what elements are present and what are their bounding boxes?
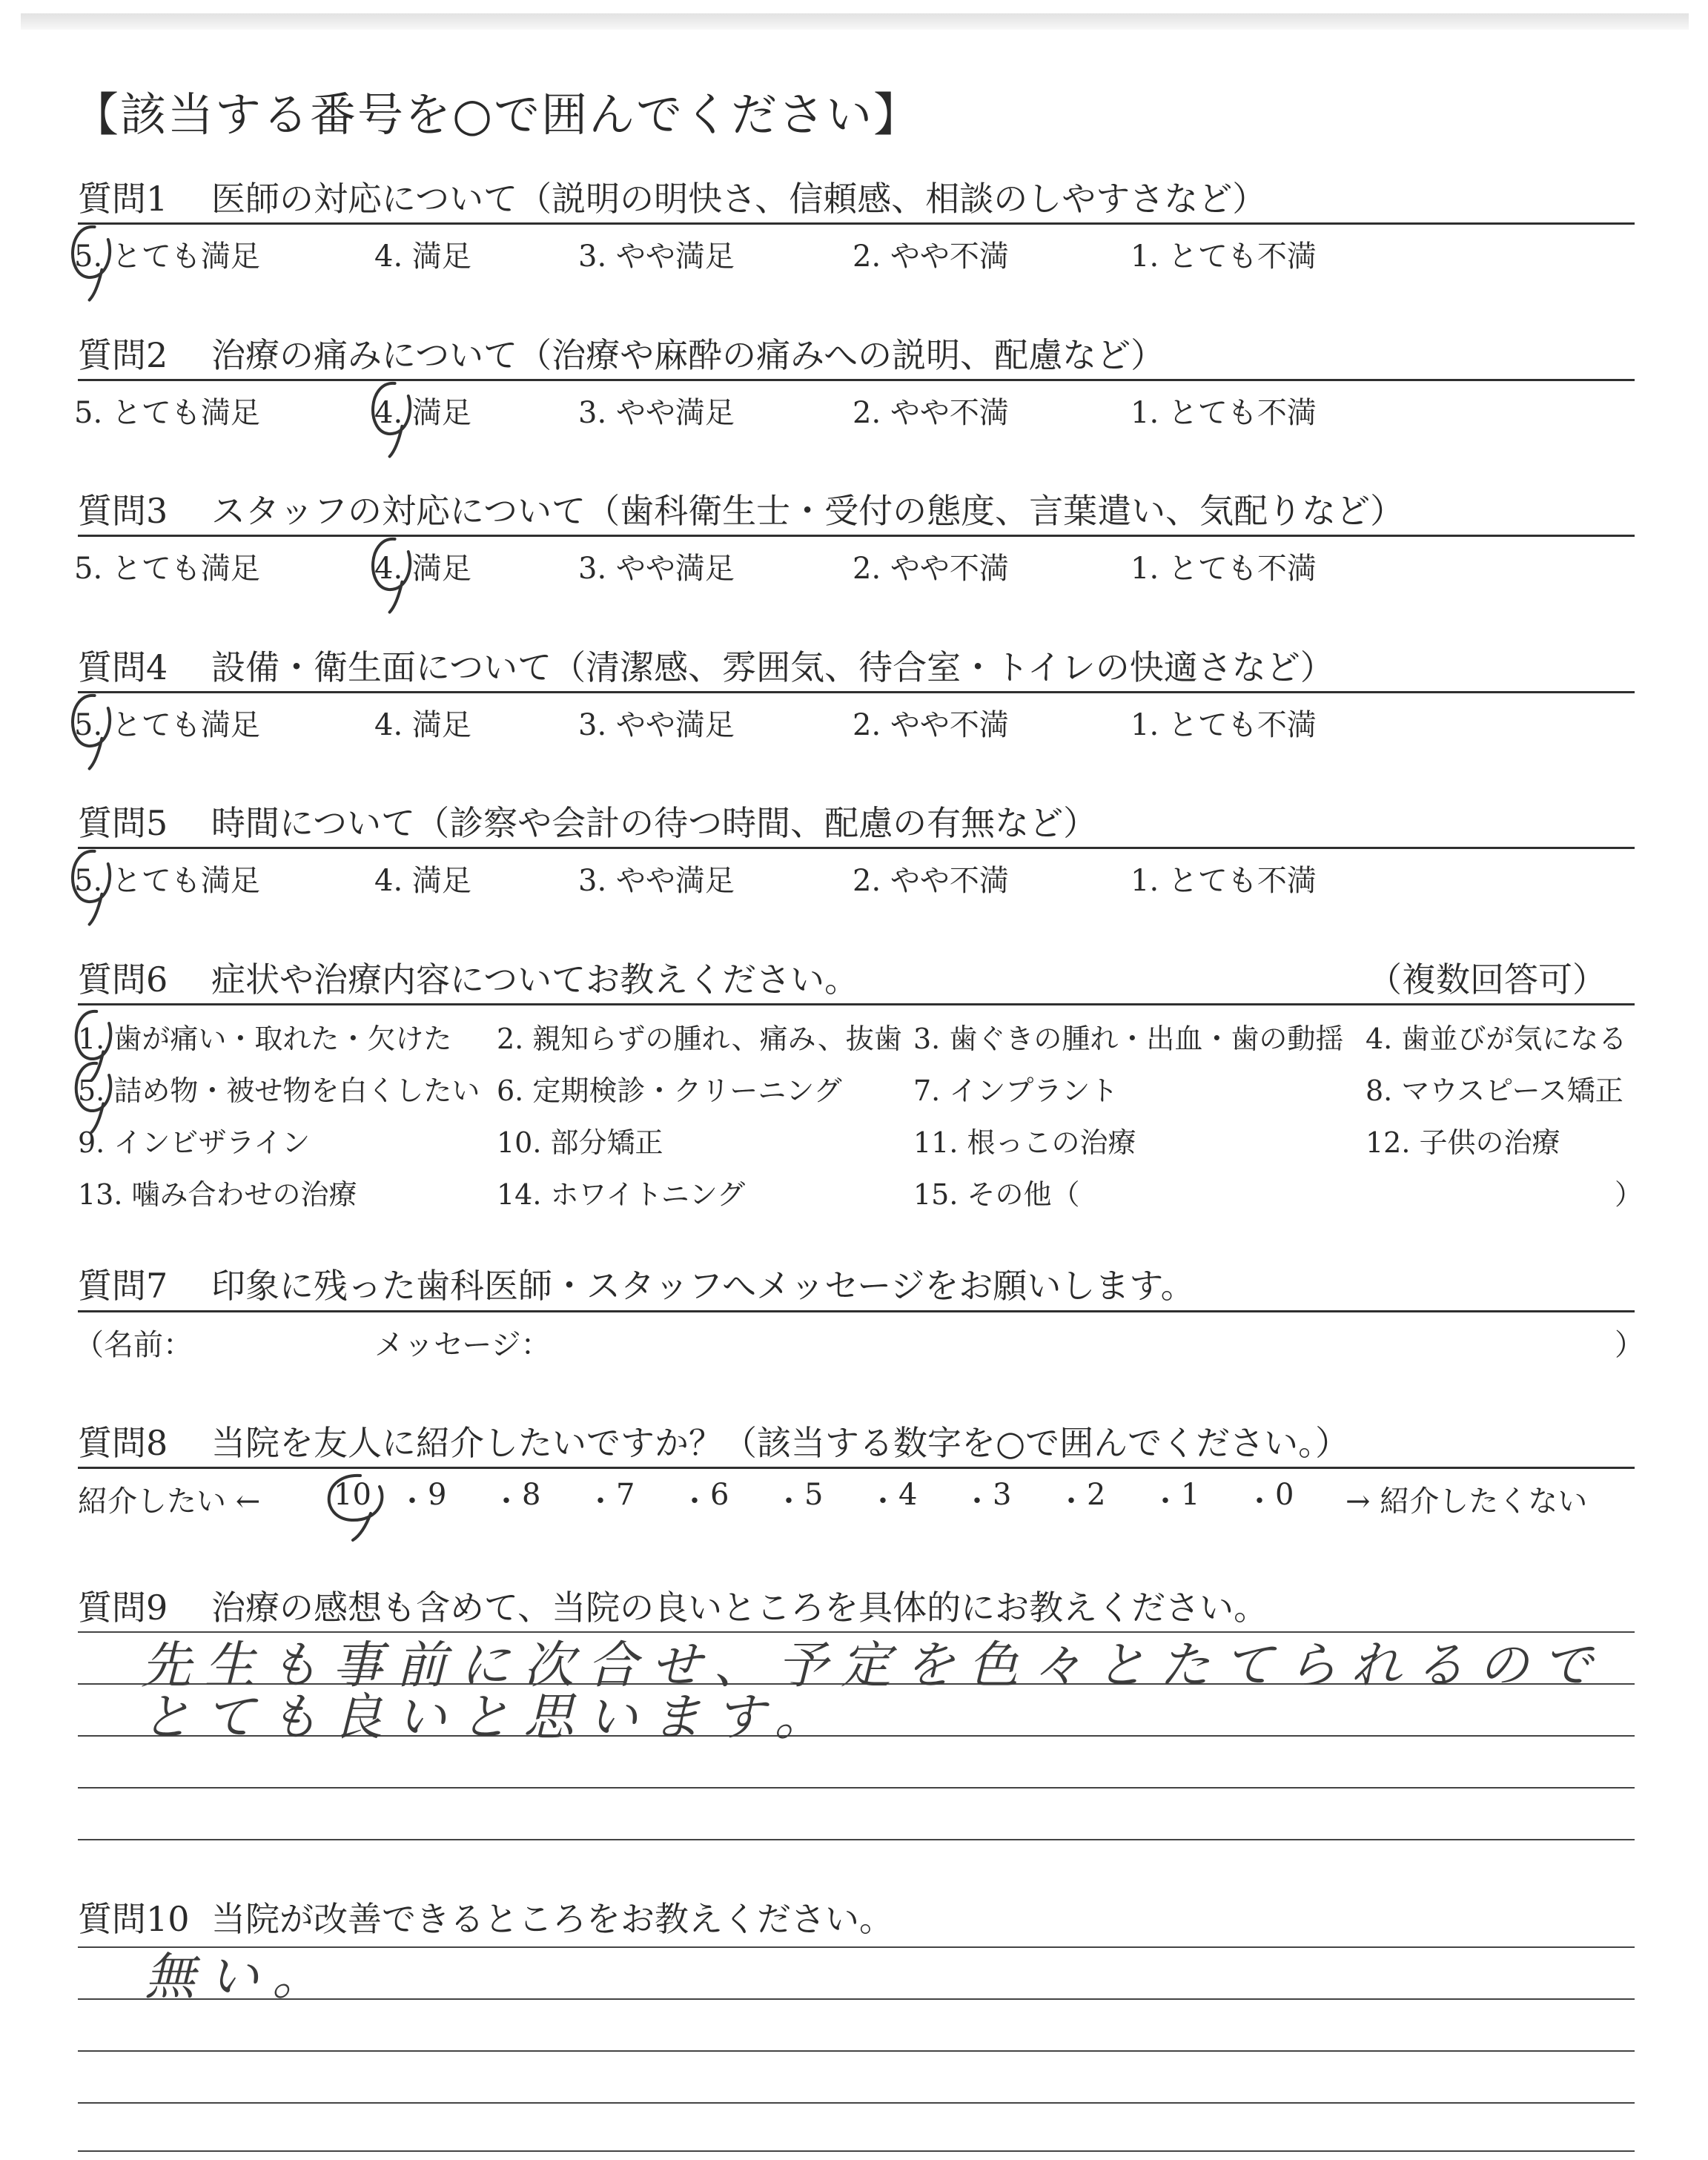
rating-option: 5. とても満足 <box>74 240 260 274</box>
rating-option: 2. やや不満 <box>853 240 1009 274</box>
rating-option: 3. やや満足 <box>578 864 735 898</box>
question-label: 質問3 <box>78 491 168 531</box>
q6-option: 4. 歯並びが気になる <box>1366 1023 1627 1055</box>
q7-name-label: （名前： <box>74 1328 193 1362</box>
q6-option: 7. インプラント <box>913 1074 1119 1107</box>
q6-label: 質問6 <box>78 960 168 1000</box>
q7-label: 質問7 <box>78 1266 168 1306</box>
q6-option: 10. 部分矯正 <box>497 1126 663 1159</box>
q6-option: 11. 根っこの治療 <box>913 1126 1136 1159</box>
page-title: 【該当する番号を○で囲んでください】 <box>73 87 921 142</box>
scale-separator-dot: ・ <box>586 1484 615 1519</box>
q6-option: 2. 親知らずの腫れ、痛み、抜歯 <box>497 1023 902 1055</box>
q6-text: 症状や治療内容についてお教えください。 <box>211 960 859 1000</box>
scale-separator-dot: ・ <box>868 1484 898 1519</box>
rating-option: 1. とても不満 <box>1131 396 1317 430</box>
q9-text: 治療の感想も含めて、当院の良いところを具体的にお教えください。 <box>211 1588 1268 1628</box>
selected-answer-circle <box>73 696 110 769</box>
question-label: 質問1 <box>78 179 168 219</box>
rating-option: 1. とても不満 <box>1131 708 1317 742</box>
q9-handwritten-answer-line: 先生も事前に次合せ、予定を色々とたてられるので <box>141 1636 1606 1695</box>
question-text: 治療の痛みについて（治療や麻酔の痛みへの説明、配慮など） <box>211 335 1165 375</box>
q6-option: 15. その他（ <box>913 1178 1080 1211</box>
selected-answer-circle <box>73 227 110 300</box>
q6-option: 3. 歯ぐきの腫れ・出血・歯の動揺 <box>913 1023 1344 1055</box>
q10-handwritten-answer-line: 無い。 <box>145 1948 337 2007</box>
q8-label: 質問8 <box>78 1423 168 1463</box>
q6-option: 1. 歯が痛い・取れた・欠けた <box>78 1023 452 1055</box>
q6-option: 12. 子供の治療 <box>1366 1126 1560 1159</box>
selected-answer-circle <box>329 1476 383 1540</box>
q6-option: ） <box>1615 1178 1644 1211</box>
q6-option: 14. ホワイトニング <box>497 1178 746 1211</box>
question-text: 時間について（診察や会計の待つ時間、配慮の有無など） <box>211 803 1098 843</box>
scale-number: 7 <box>616 1478 635 1512</box>
q10-text: 当院が改善できるところをお教えください。 <box>211 1899 893 1939</box>
rating-option: 3. やや満足 <box>578 552 735 586</box>
q8-right-label: → 紹介したくない <box>1345 1484 1588 1519</box>
scale-number: 3 <box>993 1478 1012 1512</box>
question-text: 設備・衛生面について（清潔感、雰囲気、待合室・トイレの快適さなど） <box>211 647 1334 687</box>
rating-option: 4. 満足 <box>374 708 471 742</box>
q6-option: 8. マウスピース矯正 <box>1366 1074 1623 1107</box>
scale-separator-dot: ・ <box>1245 1484 1274 1519</box>
rating-option: 4. 満足 <box>374 240 471 274</box>
rating-option: 5. とても満足 <box>74 396 260 430</box>
q7-message-label: メッセージ： <box>374 1328 551 1362</box>
rating-option: 1. とても不満 <box>1131 552 1317 586</box>
scale-separator-dot: ・ <box>397 1484 427 1519</box>
scale-separator-dot: ・ <box>680 1484 709 1519</box>
question-text: 医師の対応について（説明の明快さ、信頼感、相談のしやすさなど） <box>211 179 1267 219</box>
rating-option: 4. 満足 <box>374 396 471 430</box>
q9-handwritten-answer-line: とても良いと思います。 <box>141 1688 838 1747</box>
rating-option: 1. とても不満 <box>1131 240 1317 274</box>
rating-option: 5. とても満足 <box>74 552 260 586</box>
q6-option: 5. 詰め物・被せ物を白くしたい <box>78 1074 480 1107</box>
rating-option: 2. やや不満 <box>853 396 1009 430</box>
scale-separator-dot: ・ <box>491 1484 521 1519</box>
selected-answer-circle <box>73 851 110 925</box>
scale-separator-dot: ・ <box>1056 1484 1086 1519</box>
rating-option: 3. やや満足 <box>578 708 735 742</box>
scale-number: 0 <box>1275 1478 1294 1512</box>
rating-option: 5. とても満足 <box>74 864 260 898</box>
scale-number: 5 <box>804 1478 824 1512</box>
q8-text: 当院を友人に紹介したいですか？（該当する数字を○で囲んでください。） <box>211 1423 1350 1463</box>
rating-option: 5. とても満足 <box>74 708 260 742</box>
question-label: 質問4 <box>78 647 168 687</box>
scale-number: 9 <box>428 1478 447 1512</box>
q7-close-paren: ） <box>1615 1328 1644 1362</box>
rating-option: 2. やや不満 <box>853 552 1009 586</box>
scale-number: 4 <box>898 1478 918 1512</box>
scale-number: 6 <box>710 1478 729 1512</box>
scale-separator-dot: ・ <box>774 1484 804 1519</box>
rating-option: 4. 満足 <box>374 552 471 586</box>
rating-option: 4. 満足 <box>374 864 471 898</box>
q6-option: 6. 定期検診・クリーニング <box>497 1074 842 1107</box>
rating-option: 2. やや不満 <box>853 864 1009 898</box>
q7-text: 印象に残った歯科医師・スタッフへメッセージをお願いします。 <box>211 1266 1195 1306</box>
rating-option: 2. やや不満 <box>853 708 1009 742</box>
selected-answer-circle <box>76 1063 111 1132</box>
question-label: 質問2 <box>78 335 168 375</box>
question-text: スタッフの対応について（歯科衛生士・受付の態度、言葉遣い、気配りなど） <box>211 491 1405 531</box>
q6-option: 13. 噛み合わせの治療 <box>78 1178 357 1211</box>
selected-answer-circle <box>373 383 410 457</box>
q9-label: 質問9 <box>78 1588 168 1628</box>
rating-option: 3. やや満足 <box>578 396 735 430</box>
scale-separator-dot: ・ <box>962 1484 992 1519</box>
scale-number: 1 <box>1181 1478 1200 1512</box>
q10-label: 質問10 <box>78 1899 190 1939</box>
question-label: 質問5 <box>78 803 168 843</box>
rating-option: 1. とても不満 <box>1131 864 1317 898</box>
q8-left-label: 紹介したい ← <box>78 1484 261 1519</box>
scale-number: 8 <box>522 1478 541 1512</box>
selected-answer-circle <box>373 539 410 612</box>
scale-number: 10 <box>334 1478 371 1512</box>
q6-multiple-answer-note: （複数回答可） <box>1368 960 1606 1000</box>
rating-option: 3. やや満足 <box>578 240 735 274</box>
scale-separator-dot: ・ <box>1151 1484 1180 1519</box>
scale-number: 2 <box>1087 1478 1106 1512</box>
q6-option: 9. インビザライン <box>78 1126 311 1159</box>
